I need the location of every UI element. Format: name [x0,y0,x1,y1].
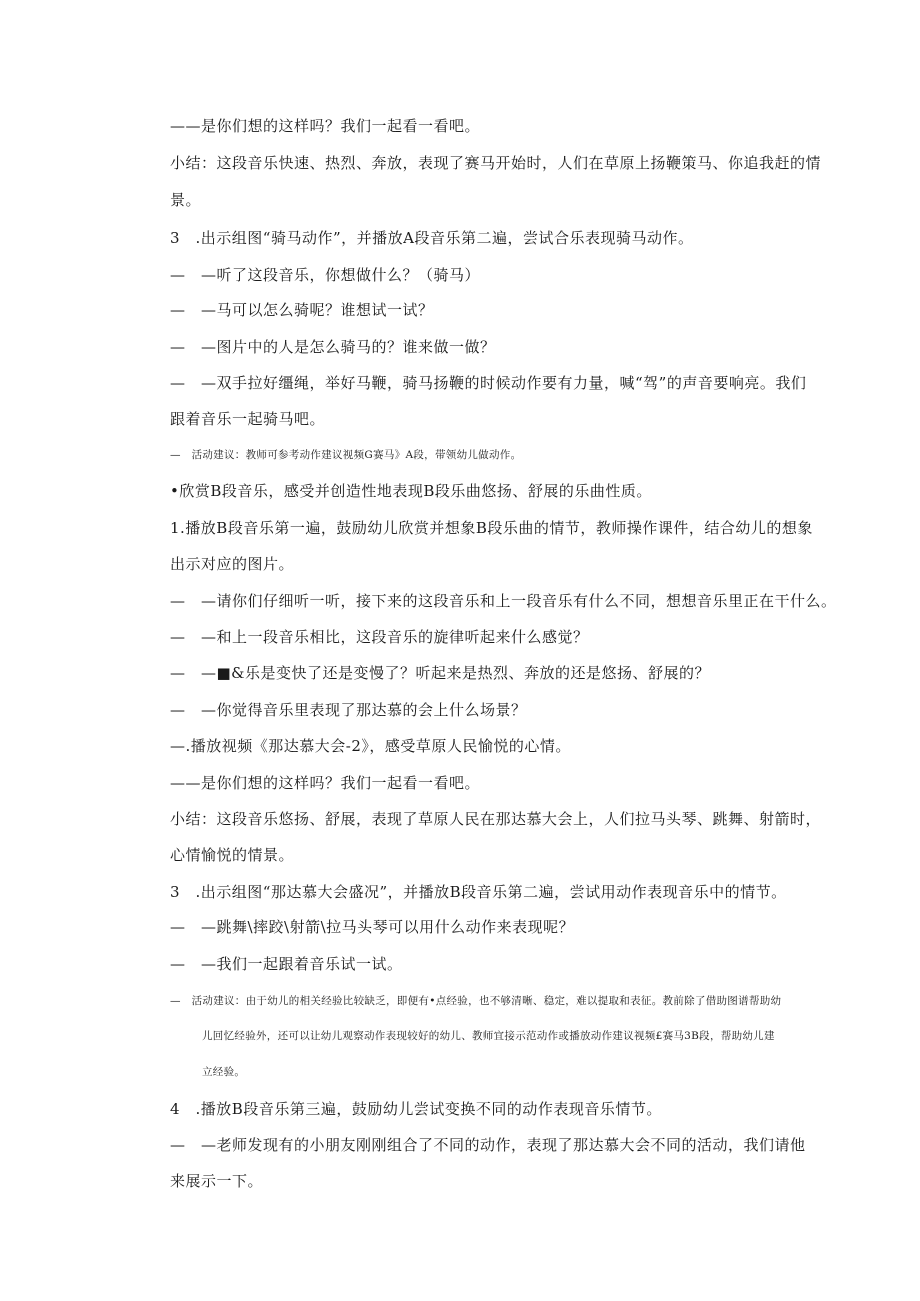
text-line: 跟着音乐一起骑马吧。 [170,410,326,428]
text-line: ——是你们想的这样吗？我们一起看一看吧。 [170,774,481,792]
text-line: — —你觉得音乐里表现了那达慕的会上什么场景？ [170,701,527,719]
text-line: ——是你们想的这样吗？我们一起看一看吧。 [170,117,481,135]
text-line: — —■&乐是变快了还是变慢了？听起来是热烈、奔放的还是悠扬、舒展的？ [170,664,711,682]
text-line: — —图片中的人是怎么骑马的？谁来做一做？ [170,338,496,356]
section-heading: •欣赏B段音乐，感受并创造性地表现B段乐曲悠扬、舒展的乐曲性质。 [170,482,652,500]
text-line: — —我们一起跟着音乐试一试。 [170,955,403,973]
text-line: — —请你们仔细听一听，接下来的这段音乐和上一段音乐有什么不同，想想音乐里正在干什么。 [170,592,837,610]
text-line: 3 .出示组图“骑马动作”，并播放A段音乐第二遍，尝试合乐表现骑马动作。 [170,229,694,247]
text-line: — —双手拉好缰绳，举好马鞭，骑马扬鞭的时候动作要有力量，喊“驾”的声音要响亮。我们 [170,374,807,392]
activity-note: 立经验。 [202,1066,246,1078]
text-line: 小结：这段音乐悠扬、舒展，表现了草原人民在那达慕大会上，人们拉马头琴、跳舞、射箭时， [170,810,822,828]
text-line: 小结：这段音乐快速、热烈、奔放，表现了赛马开始时，人们在草原上扬鞭策马、你追我赶的情 [170,154,822,172]
text-line: 4 .播放B段音乐第三遍，鼓励幼儿尝试变换不同的动作表现音乐情节。 [170,1100,662,1118]
text-line: — —马可以怎么骑呢？谁想试一试？ [170,301,434,319]
text-line: 1.播放B段音乐第一遍，鼓励幼儿欣赏并想象B段乐曲的情节，教师操作课件，结合幼儿的想象 [170,519,813,537]
text-line: 出示对应的图片。 [170,555,295,573]
activity-note: 儿回忆经验外，还可以让幼儿观察动作表现较好的幼儿、教师宜接示范动作或播放动作建议视频£赛马3B段，帮助幼儿建 [202,1030,775,1042]
text-line: — —老师发现有的小朋友刚刚组合了不同的动作，表现了那达慕大会不同的活动，我们请他 [170,1136,806,1154]
text-line: — —听了这段音乐，你想做什么？（骑马） [170,266,481,284]
text-line: 来展示一下。 [170,1172,264,1190]
text-line: — —跳舞\摔跤\射箭\拉马头琴可以用什么动作来表现呢？ [170,918,575,936]
text-line: 心情愉悦的情景。 [170,846,295,864]
activity-note: — 活动建议：由于幼儿的相关经验比较缺乏，即便有•点经验，也不够清晰、稳定，难以提取和表征。教前除了借助图谱帮助幼 [170,995,782,1007]
activity-note: — 活动建议：教师可参考动作建议视频G赛马》A段，带领幼儿做动作。 [170,449,522,461]
text-line: 3 .出示组图“那达慕大会盛况”，并播放B段音乐第二遍，尝试用动作表现音乐中的情节。 [170,883,787,901]
text-line: —.播放视频《那达慕大会-2》，感受草原人民愉悦的心情。 [170,737,571,755]
text-line: — —和上一段音乐相比，这段音乐的旋律听起来什么感觉？ [170,628,589,646]
text-line: 景。 [170,191,202,209]
